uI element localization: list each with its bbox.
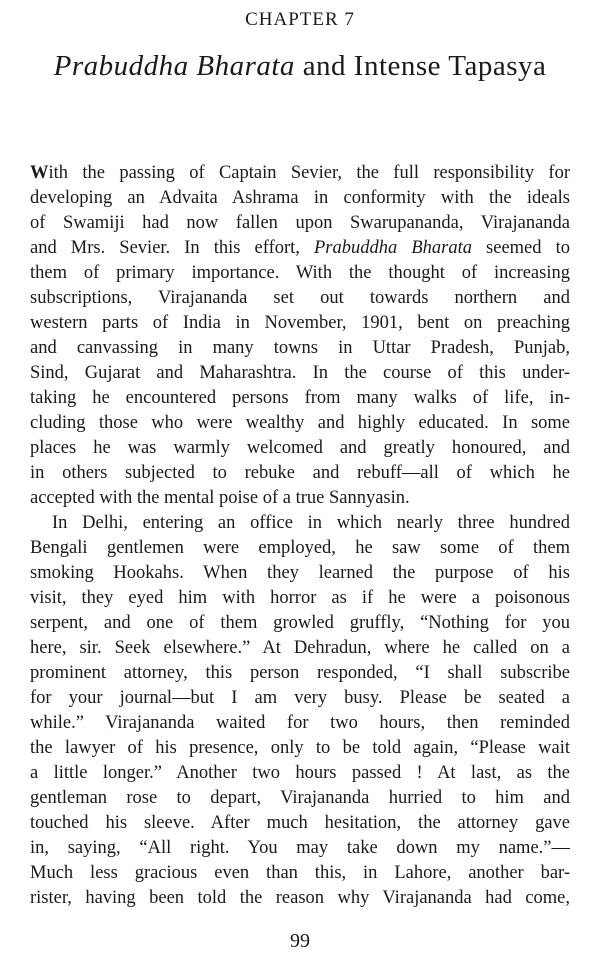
text-line [30, 586, 570, 611]
text-segment: Bengali gentlemen were employed, he saw some of them [30, 538, 570, 558]
text-segment: here, sir. Seek elsewhere.” At Dehradun, where he called on a [30, 638, 570, 658]
text-segment: them of primary importance. With the thought of increasing [30, 263, 570, 283]
text-line [30, 711, 570, 736]
text-segment: prominent attorney, this person responded, “I shall subscribe [30, 663, 570, 683]
text-segment: gentleman rose to depart, Virajananda hurried to him and [30, 788, 570, 808]
text-segment: western parts of India in November, 1901, bent on preaching [30, 313, 570, 333]
text-line [30, 361, 570, 386]
text-segment: developing an Advaita Ashrama in conformity with the ideals [30, 188, 570, 208]
text-line [30, 861, 570, 886]
text-segment: cluding those who were wealthy and highly educated. In some [30, 413, 570, 433]
paragraph [30, 511, 570, 911]
title-rest: and Intense Tapasya [294, 50, 547, 82]
text-segment: of Swamiji had now fallen upon Swarupananda, Virajananda [30, 213, 570, 233]
text-line [30, 386, 570, 411]
text-segment: serpent, and one of them growled gruffly, “Nothing for you [30, 613, 570, 633]
text-segment: places he was warmly welcomed and greatly honoured, and [30, 438, 570, 458]
text-segment: while.” Virajananda waited for two hours, then reminded [30, 713, 570, 733]
text-line [30, 836, 570, 861]
text-line [30, 636, 570, 661]
text-line [30, 511, 570, 536]
text-line [30, 686, 570, 711]
text-segment: the lawyer of his presence, only to be told again, “Please wait [30, 738, 570, 758]
paragraph [30, 161, 570, 511]
text-segment: visit, they eyed him with horror as if he were a poisonous [30, 588, 570, 608]
text-line [30, 536, 570, 561]
text-segment: subscriptions, Virajananda set out towards northern and [30, 288, 570, 308]
text-line [30, 461, 570, 486]
chapter-heading: CHAPTER 7 [245, 9, 355, 30]
text-segment: for your journal—but I am very busy. Please be seated a [30, 688, 570, 708]
italic-text-segment: Prabuddha Bharata [314, 238, 472, 258]
text-segment: In Delhi, entering an office in which nearly three hundred [52, 513, 570, 533]
text-segment: touched his sleeve. After much hesitation, the attorney gave [30, 813, 570, 833]
text-line [30, 611, 570, 636]
text-segment: accepted with the mental poise of a true Sannyasin. [30, 488, 410, 508]
text-line [30, 286, 570, 311]
text-line [30, 411, 570, 436]
text-line [30, 336, 570, 361]
text-line [30, 661, 570, 686]
text-line [30, 736, 570, 761]
bold-text-segment: W [30, 163, 49, 183]
text-segment: in, saying, “All right. You may take down my name.”— [30, 838, 570, 858]
page-title [0, 50, 600, 83]
body-text [30, 161, 570, 911]
text-segment: Sind, Gujarat and Maharashtra. In the course of this under- [30, 363, 570, 383]
text-line [30, 886, 570, 911]
text-line [30, 436, 570, 461]
text-segment: rister, having been told the reason why Virajananda had come, [30, 888, 570, 908]
text-line [30, 786, 570, 811]
text-line [30, 161, 570, 186]
text-segment: ith the passing of Captain Sevier, the full responsibility for [48, 163, 570, 183]
page-number: 99 [290, 930, 310, 952]
text-line [30, 236, 570, 261]
title-journal-name: Prabuddha Bharata [53, 50, 295, 82]
text-line [30, 561, 570, 586]
text-segment: and canvassing in many towns in Uttar Pradesh, Punjab, [30, 338, 570, 358]
text-line [30, 311, 570, 336]
text-line [30, 761, 570, 786]
text-segment: seemed to [471, 238, 570, 258]
text-line [30, 261, 570, 286]
text-line [30, 211, 570, 236]
text-line [30, 486, 570, 511]
text-segment: smoking Hookahs. When they learned the purpose of his [30, 563, 570, 583]
text-segment: Much less gracious even than this, in Lahore, another bar- [30, 863, 570, 883]
text-line [30, 186, 570, 211]
text-segment: a little longer.” Another two hours passed ! At last, as the [30, 763, 570, 783]
text-line [30, 811, 570, 836]
text-segment: taking he encountered persons from many walks of life, in- [30, 388, 570, 408]
text-segment: and Mrs. Sevier. In this effort, [30, 238, 314, 258]
text-segment: in others subjected to rebuke and rebuff—all of which he [30, 463, 570, 483]
